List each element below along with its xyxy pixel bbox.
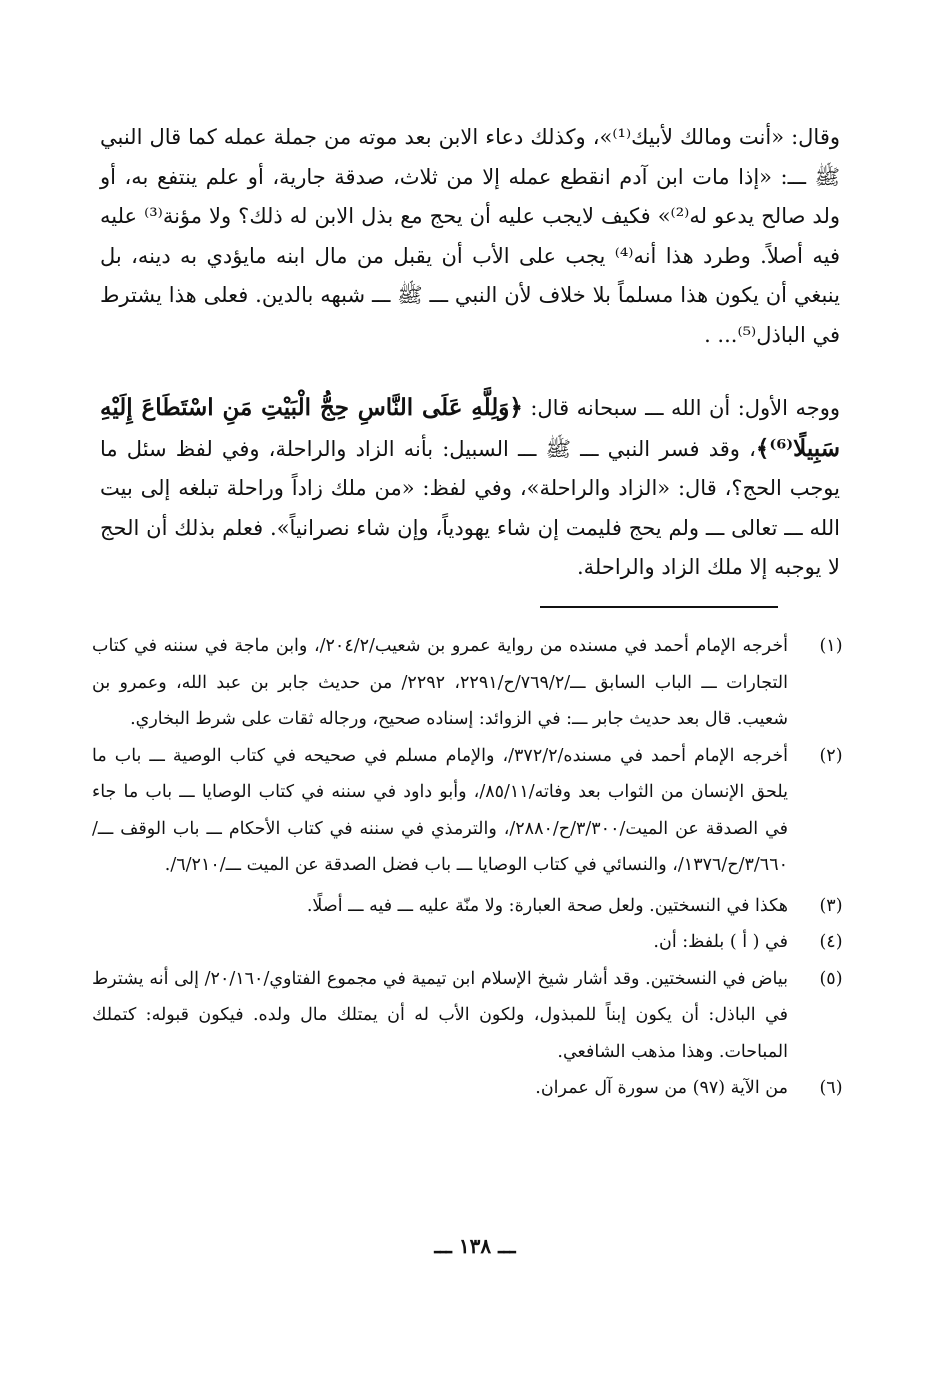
footnotes xyxy=(92,628,843,1107)
footnote-text: هكذا في النسختين. ولعل صحة العبارة: ولا منّة عليه ـــ فيه ـــ أصلًا. xyxy=(306,895,788,916)
footnote-text: بياض في النسختين. وقد أشار شيخ الإسلام ابن تيمية في مجموع الفتاوي/٢٠/١٦٠/ إلى أنه يشترط في الباذل: أن يكون إبناً للمبذول، ولكون الأب له أن يمتلك مال ولده. فيكون قبوله: كتملك المباحات. وهذا مذهب الشافعي. xyxy=(92,968,788,1062)
footnote-number: (٥) xyxy=(819,968,843,989)
main-text-block xyxy=(100,118,840,355)
page-number: ـــ ١٣٨ ـــ xyxy=(434,1234,516,1258)
footnote-text: أخرجه الإمام أحمد في مسنده من رواية عمرو بن شعيب/٢٠٤/٢/، وابن ماجة في سننه في كتاب التجارات ـــ الباب السابق ـــ/٧٦٩/٢/ح/٢٢٩١، ٢٢٩٢/ من حديث جابر بن عبد الله، وعمرو بن شعيب. قال بعد حديث جابر ـــ: في الزوائد: إسناده صحيح، ورجاله ثقات على شرط البخاري. xyxy=(92,636,789,729)
paragraph-1: وقال: «أنت ومالك لأبيك⁽¹⁾»، وكذلك دعاء الابن بعد موته من جملة عمله كما قال النبي ﷺ ـــ: «إذا مات ابن آدم انقطع عمله إلا من ثلاث، صدقة جارية، أو علم ينتفع به، أو ولد صالح يدعو له⁽²⁾» فكيف لايجب عليه أن يحج مع بذل الابن له ذلك؟ ولا مؤنة⁽³⁾ عليه فيه أصلاً. وطرد هذا أنه⁽⁴⁾ يجب على الأب أن يقبل من مال ابنه مايؤدي به دينه، بل ينبغي أن يكون هذا مسلماً بلا خلاف لأن النبي ـــ ﷺ ـــ شبهه بالدين. فعلى هذا يشترط في الباذل⁽⁵⁾... . xyxy=(100,125,841,347)
footnote-number: (١) xyxy=(819,636,843,656)
paragraph-2 xyxy=(100,388,840,588)
footnote-number: (٤) xyxy=(819,932,843,952)
footnote-1 xyxy=(92,628,843,738)
footnote-number: (٣) xyxy=(819,895,843,916)
footnote-5 xyxy=(92,961,843,1071)
footnote-2 xyxy=(92,738,843,884)
footnote-text: في ( أ ) بلفظ: أن. xyxy=(653,932,788,952)
paragraph-2-rest: ، وقد فسر النبي ـــ ﷺ ـــ السبيل: بأنه الزاد والراحلة، وفي لفظ سئل ما يوجب الحج؟، قال: «الزاد والراحلة»، وفي لفظ: «من ملك زاداً وراحلة تبلغه إلى بيت الله ـــ تعالى ـــ ولم يحج فليمت إن شاء يهودياً، وإن شاء نصرانياً». فعلم بذلك أن الحج لا يوجبه إلا ملك الزاد والراحلة. xyxy=(100,436,840,579)
footnote-text: من الآية (٩٧) من سورة آل عمران. xyxy=(535,1078,788,1098)
footnote-divider xyxy=(540,606,778,608)
footnote-text: أخرجه الإمام أحمد في مسنده/٣٧٢/٢/، والإمام مسلم في صحيحه في كتاب الوصية ـــ باب ما يلحق الإنسان من الثواب بعد وفاته/٨٥/١١/، وأبو داود في سننه في كتاب الوصايا ـــ باب ما جاء في الصدقة عن الميت/٣/٣٠٠/ح/٢٨٨٠/، والترمذي في سننه في كتاب الأحكام ـــ باب الوقف ـــ/٣/٦٦٠/ح/١٣٧٦/، والنسائي في كتاب الوصايا ـــ باب فضل الصدقة عن الميت ـــ/٦/٢١٠/. xyxy=(92,745,789,875)
footnote-3 xyxy=(92,888,843,925)
footnote-6 xyxy=(92,1070,843,1107)
paragraph-2-start: ووجه الأول: أن الله ـــ سبحانه قال: xyxy=(522,396,840,420)
quran-verse: ﴿وَلِلَّهِ عَلَى النَّاسِ حِجُّ الْبَيْتِ مَنِ اسْتَطَاعَ إِلَيْهِ سَبِيلًا⁽⁶⁾﴾ xyxy=(100,394,840,462)
footnote-number: (٢) xyxy=(819,745,843,766)
footnote-4 xyxy=(92,924,843,961)
main-text-block-2 xyxy=(100,388,840,588)
footnote-number: (٦) xyxy=(819,1078,843,1098)
